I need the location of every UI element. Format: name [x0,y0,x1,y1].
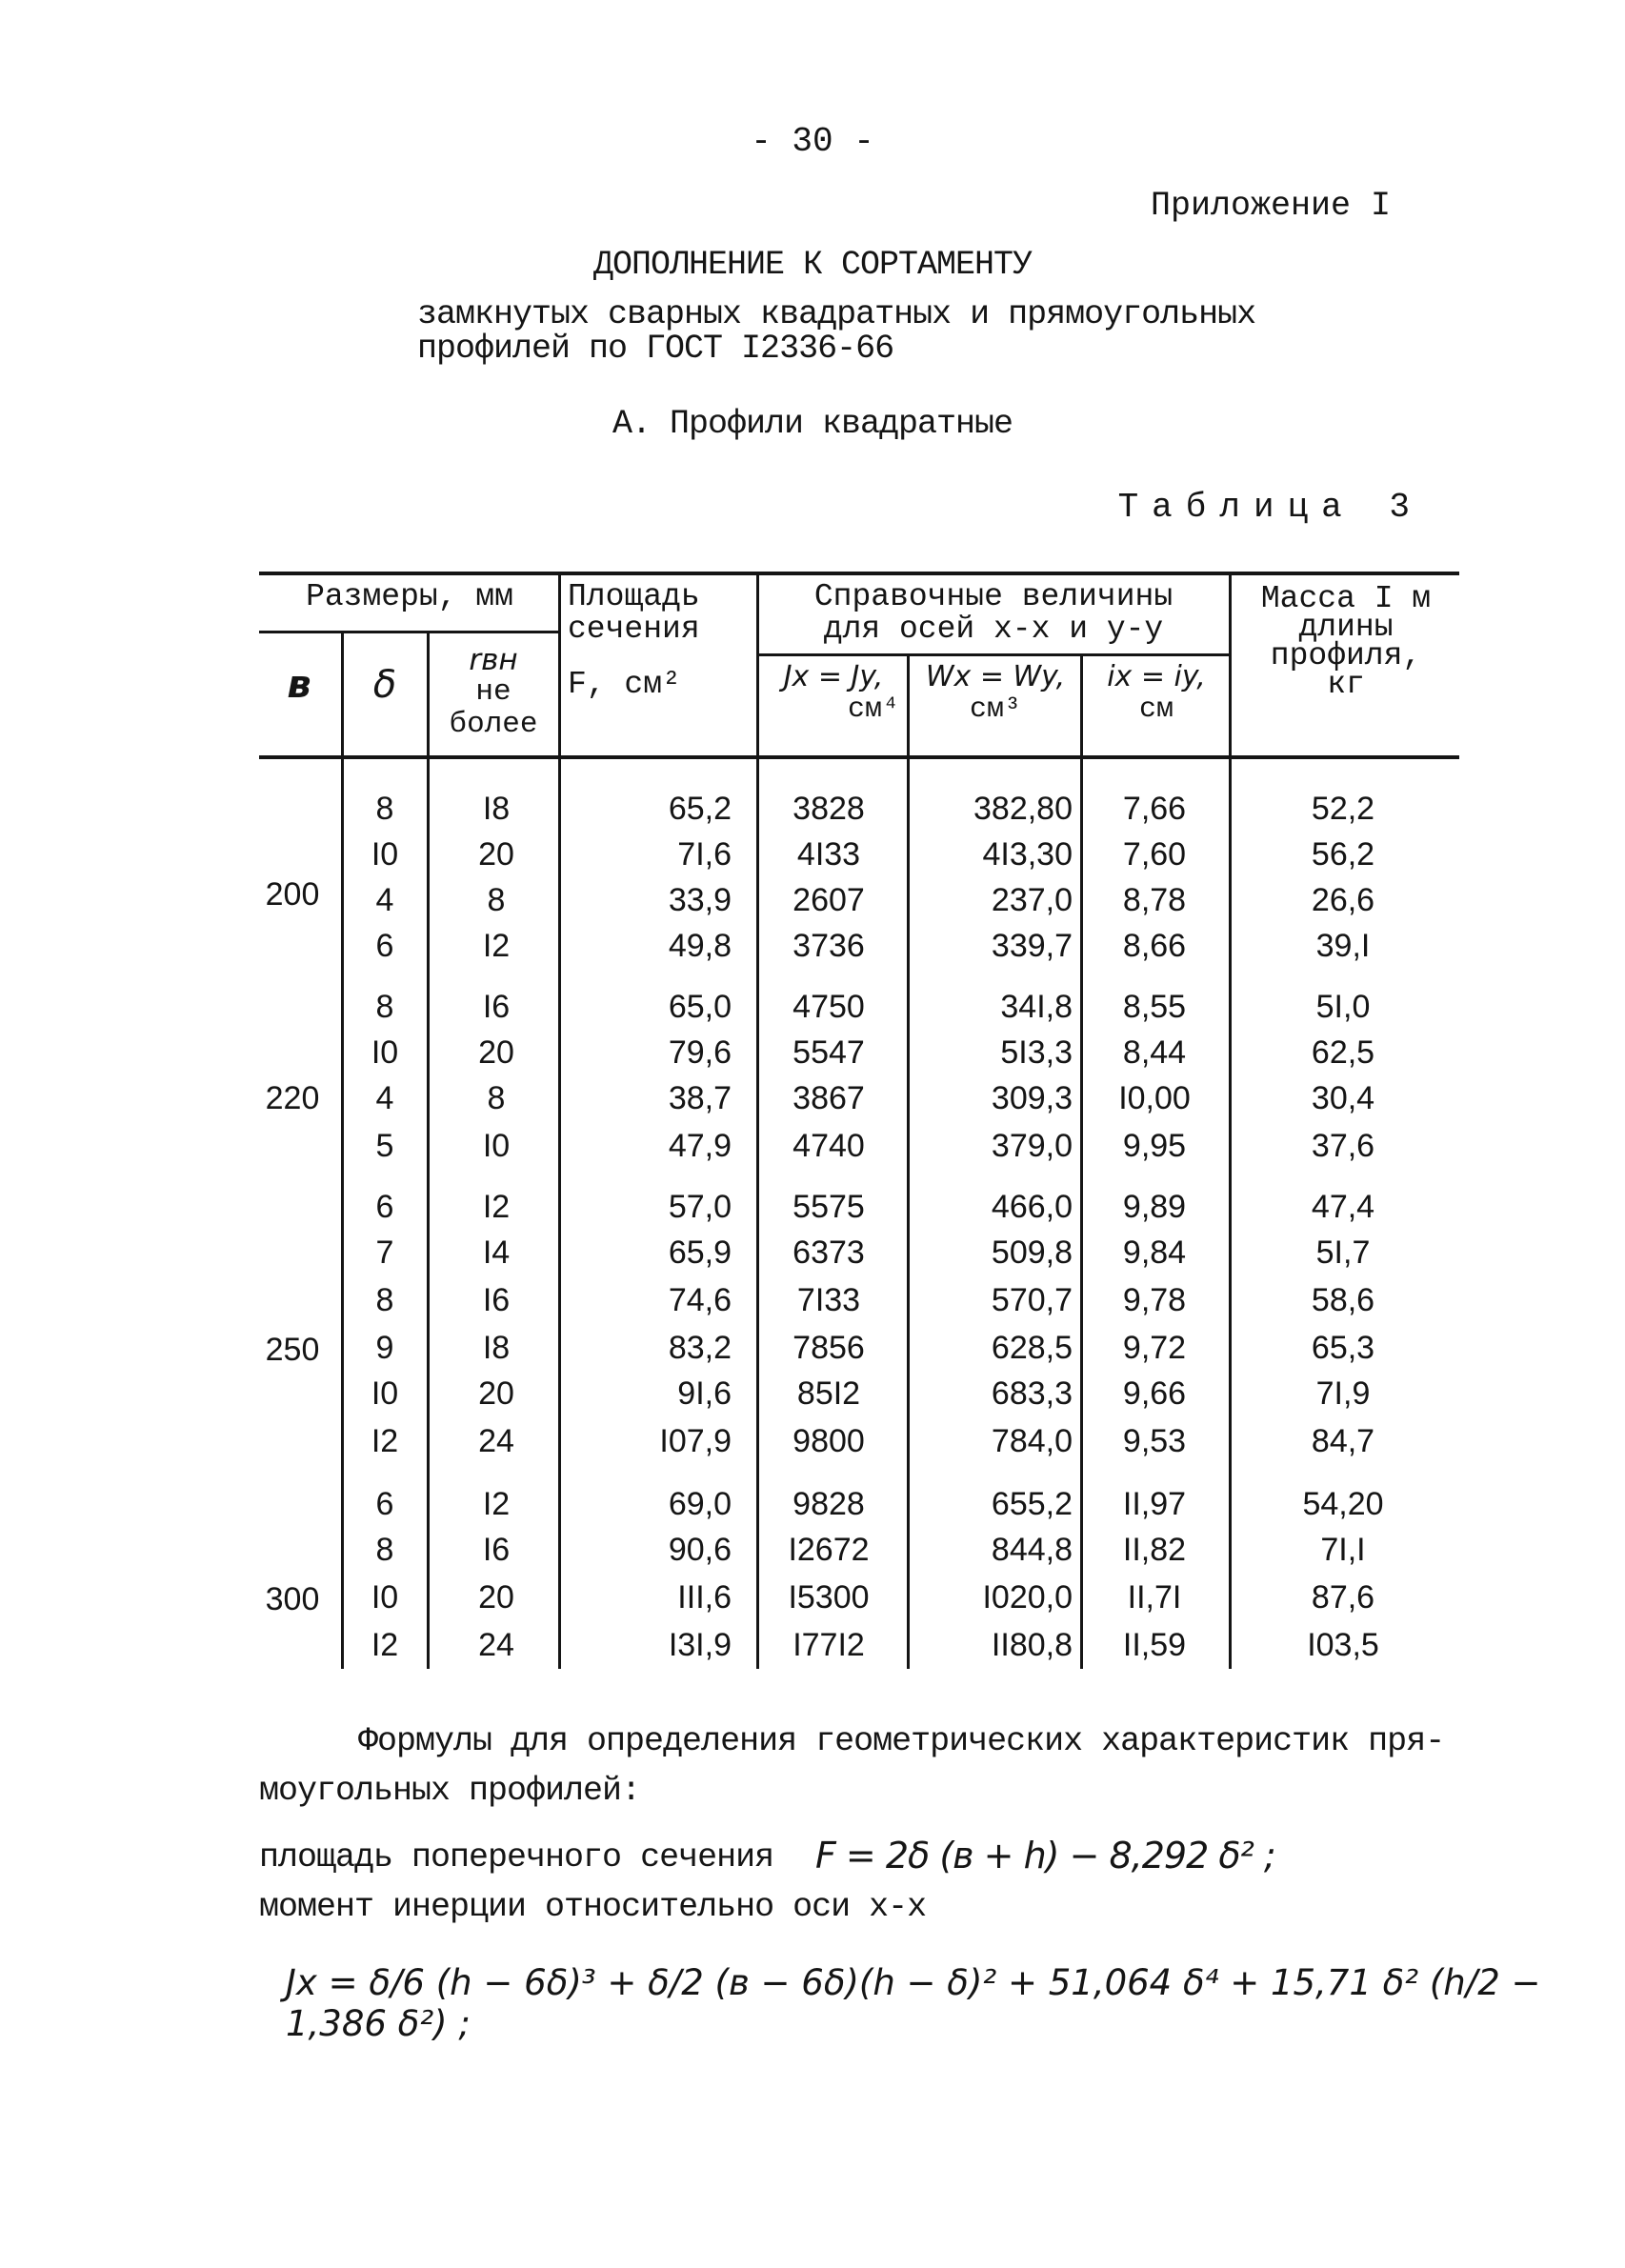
cell-area: 57,0 [668,1189,732,1225]
table-row [0,1528,1625,1572]
cell-area: 65,2 [668,791,732,827]
header-mass-line2: длины [1298,610,1394,645]
header-i [1084,661,1229,726]
cell-mass: 30,4 [1311,1080,1375,1116]
table-row [0,833,1625,876]
cell-r: 24 [478,1627,514,1663]
header-reference [758,581,1229,646]
cell-delta: 6 [375,1486,394,1522]
cell-delta: 6 [375,928,394,964]
header-delta: δ [372,663,397,707]
cell-delta: 8 [375,1282,394,1318]
table-row [0,1124,1625,1168]
cell-mass: 52,2 [1311,791,1375,827]
cell-mass: 65,3 [1311,1330,1375,1366]
inertia-formula-label: момент инерции относительно оси x-x [259,1888,927,1926]
appendix-label: Приложение I [1150,187,1391,225]
inertia-formula: Jx = δ/6 (h − 6δ)³ + δ/2 (в − 6δ)(h − δ)² + 51,064 δ⁴ + 15,71 δ² (h/2 − 1,386 δ²) ; [286,1962,1541,2044]
cell-r: 8 [487,882,506,918]
cell-mass: 26,6 [1311,882,1375,918]
cell-i: II,7I [1127,1579,1182,1616]
cell-mass: 87,6 [1311,1579,1375,1616]
cell-mass: 56,2 [1311,836,1375,873]
header-j-unit: см⁴ [847,693,899,726]
table-row [0,787,1625,831]
cell-i: 8,55 [1122,989,1187,1025]
cell-i: 7,66 [1122,791,1187,827]
cell-mass: 37,6 [1311,1128,1375,1164]
cell-j: I5300 [788,1579,870,1616]
cell-w: 4I3,30 [982,836,1073,873]
header-r-symbol: rвн [469,643,518,677]
header-mass-line1: Масса I м [1260,581,1432,616]
header-area-line2: сечения [568,612,700,647]
table-row [0,1482,1625,1526]
cell-area: 65,9 [668,1234,732,1271]
cell-delta: I0 [371,836,399,873]
table-row [0,1576,1625,1619]
cell-r: 20 [478,1034,514,1071]
cell-delta: 8 [375,1532,394,1568]
table-top-rule [259,572,1459,575]
cell-w: 509,8 [991,1234,1073,1271]
cell-area: 79,6 [668,1034,732,1071]
table-row [0,1031,1625,1074]
header-sizes: Размеры, мм [306,579,513,614]
header-w-unit: см³ [969,693,1021,726]
table-row [0,1419,1625,1463]
sizes-subrule [259,631,558,633]
cell-delta: 8 [375,791,394,827]
cell-i: 9,72 [1122,1330,1187,1366]
header-w [911,661,1080,726]
cell-i: 8,66 [1122,928,1187,964]
header-ref-line2: для осей x-x и y-y [823,612,1164,647]
cell-r: I6 [482,1282,511,1318]
cell-mass: 39,I [1315,928,1371,964]
cell-area: 33,9 [668,882,732,918]
formulas-intro-line2: моугольных профилей: [259,1772,641,1810]
header-mass [1233,581,1459,702]
cell-j: 4750 [792,989,865,1025]
cell-i: I0,00 [1118,1080,1191,1116]
header-area-line1: Площадь [568,579,700,614]
cell-delta: I2 [371,1423,399,1459]
cell-area: 47,9 [668,1128,732,1164]
cell-area: 69,0 [668,1486,732,1522]
cell-area: 9I,6 [677,1375,732,1412]
cell-r: I4 [482,1234,511,1271]
page-number: - 30 - [751,122,874,161]
formulas-intro-line1: Формулы для определения геометрических характеристик пря- [358,1722,1445,1760]
cell-r: I2 [482,1486,511,1522]
cell-w: 379,0 [991,1128,1073,1164]
cell-delta: 7 [375,1234,394,1271]
cell-w: 34I,8 [1000,989,1073,1025]
cell-w: 683,3 [991,1375,1073,1412]
cell-r: I0 [482,1128,511,1164]
document-subtitle [417,297,1255,366]
cell-area: I07,9 [659,1423,732,1459]
table-row [0,1185,1625,1229]
header-r-line3: более [449,708,538,741]
cell-i: 9,84 [1122,1234,1187,1271]
cell-j: 7856 [792,1330,865,1366]
cell-j: 9800 [792,1423,865,1459]
cell-r: 8 [487,1080,506,1116]
cell-w: 382,80 [973,791,1073,827]
cell-w: II80,8 [991,1627,1073,1663]
cell-i: 9,95 [1122,1128,1187,1164]
header-mass-line4: кг [1327,667,1365,702]
cell-mass: 7I,9 [1315,1375,1371,1412]
table-row [0,985,1625,1029]
cell-delta: I0 [371,1579,399,1616]
cell-w: 570,7 [991,1282,1073,1318]
cell-delta: I2 [371,1627,399,1663]
cell-r: I8 [482,791,511,827]
cell-j: 85I2 [796,1375,861,1412]
cell-j: 3828 [792,791,865,827]
subtitle-line-1: замкнутых сварных квадратных и прямоугольных [417,295,1256,333]
cell-i: 8,78 [1122,882,1187,918]
cell-j: 4I33 [796,836,861,873]
header-i-unit: см [1138,693,1174,726]
group-b-value: 250 [265,1332,320,1368]
cell-i: II,59 [1122,1627,1187,1663]
header-r-line2: не [475,675,512,709]
cell-delta: 4 [375,882,394,918]
cell-j: I2672 [788,1532,870,1568]
table-row [0,1372,1625,1415]
cell-w: 784,0 [991,1423,1073,1459]
cell-i: 9,53 [1122,1423,1187,1459]
cell-w: 628,5 [991,1330,1073,1366]
cell-j: 3867 [792,1080,865,1116]
cell-w: 237,0 [991,882,1073,918]
cell-delta: I0 [371,1375,399,1412]
cell-mass: 47,4 [1311,1189,1375,1225]
cell-w: 339,7 [991,928,1073,964]
cell-w: 655,2 [991,1486,1073,1522]
cell-delta: 8 [375,989,394,1025]
cell-j: 4740 [792,1128,865,1164]
subtitle-line-2: профилей по ГОСТ I2336-66 [417,330,894,368]
cell-mass: 84,7 [1311,1423,1375,1459]
cell-r: 20 [478,836,514,873]
header-b: в [287,663,311,707]
header-ref-line1: Справочные величины [813,579,1174,614]
header-bottom-rule [259,755,1459,759]
cell-r: 20 [478,1375,514,1412]
cell-j: 7I33 [796,1282,861,1318]
cell-j: 2607 [792,882,865,918]
cell-w: 5I3,3 [1000,1034,1073,1071]
cell-area: 7I,6 [677,836,732,873]
cell-w: 466,0 [991,1189,1073,1225]
cell-delta: 9 [375,1330,394,1366]
header-mass-line3: профиля, [1270,638,1422,673]
area-formula-label: площадь поперечного сечения [259,1838,774,1877]
header-area-line3: F, см² [568,667,681,702]
cell-i: II,97 [1122,1486,1187,1522]
header-r [429,644,558,741]
cell-j: 5547 [792,1034,865,1071]
cell-w: I020,0 [982,1579,1073,1616]
group-b-value: 200 [265,876,320,913]
table-row [0,878,1625,922]
cell-r: I2 [482,928,511,964]
cell-j: 6373 [792,1234,865,1271]
cell-i: II,82 [1122,1532,1187,1568]
cell-r: I2 [482,1189,511,1225]
group-b-value: 220 [265,1080,320,1116]
cell-j: 9828 [792,1486,865,1522]
table-row [0,1076,1625,1120]
cell-mass: 5I,0 [1315,989,1371,1025]
cell-area: 83,2 [668,1330,732,1366]
cell-r: 24 [478,1423,514,1459]
cell-area: I3I,9 [668,1627,732,1663]
cell-area: 74,6 [668,1282,732,1318]
cell-r: I6 [482,1532,511,1568]
header-w-symbol: Wx = Wy, [925,660,1066,693]
cell-i: 7,60 [1122,836,1187,873]
cell-area: 38,7 [668,1080,732,1116]
cell-mass: 54,20 [1302,1486,1384,1522]
cell-delta: 6 [375,1189,394,1225]
cell-j: 3736 [792,928,865,964]
cell-area: 49,8 [668,928,732,964]
header-j-symbol: Jx = Jy, [783,660,884,693]
section-heading: А. Профили квадратные [612,405,1013,443]
header-area [568,581,749,701]
cell-area: 65,0 [668,989,732,1025]
area-formula: F = 2δ (в + h) − 8,292 δ² ; [815,1835,1275,1877]
cell-mass: 58,6 [1311,1282,1375,1318]
table-row [0,1623,1625,1667]
cell-i: 9,78 [1122,1282,1187,1318]
table-label: Таблица 3 [1117,488,1423,527]
cell-w: 844,8 [991,1532,1073,1568]
cell-w: 309,3 [991,1080,1073,1116]
col-rule-sizes-right-top [558,572,561,631]
ref-subrule [758,653,1229,656]
cell-r: I8 [482,1330,511,1366]
cell-i: 9,89 [1122,1189,1187,1225]
cell-delta: 4 [375,1080,394,1116]
cell-area: 90,6 [668,1532,732,1568]
cell-j: I77I2 [792,1627,865,1663]
cell-i: 9,66 [1122,1375,1187,1412]
table-row [0,1326,1625,1370]
cell-r: 20 [478,1579,514,1616]
cell-delta: I0 [371,1034,399,1071]
cell-delta: 5 [375,1128,394,1164]
cell-r: I6 [482,989,511,1025]
group-b-value: 300 [265,1581,320,1617]
table-row [0,1231,1625,1274]
document-title: ДОПОЛНЕНИЕ К СОРТАМЕНТУ [592,246,1033,284]
table-row [0,924,1625,968]
header-i-symbol: ix = iy, [1107,660,1206,693]
cell-mass: I03,5 [1307,1627,1379,1663]
cell-area: III,6 [677,1579,732,1616]
cell-mass: 62,5 [1311,1034,1375,1071]
header-j [760,661,907,726]
table-row [0,1278,1625,1322]
cell-mass: 7I,I [1320,1532,1366,1568]
cell-mass: 5I,7 [1315,1234,1371,1271]
cell-j: 5575 [792,1189,865,1225]
cell-i: 8,44 [1122,1034,1187,1071]
